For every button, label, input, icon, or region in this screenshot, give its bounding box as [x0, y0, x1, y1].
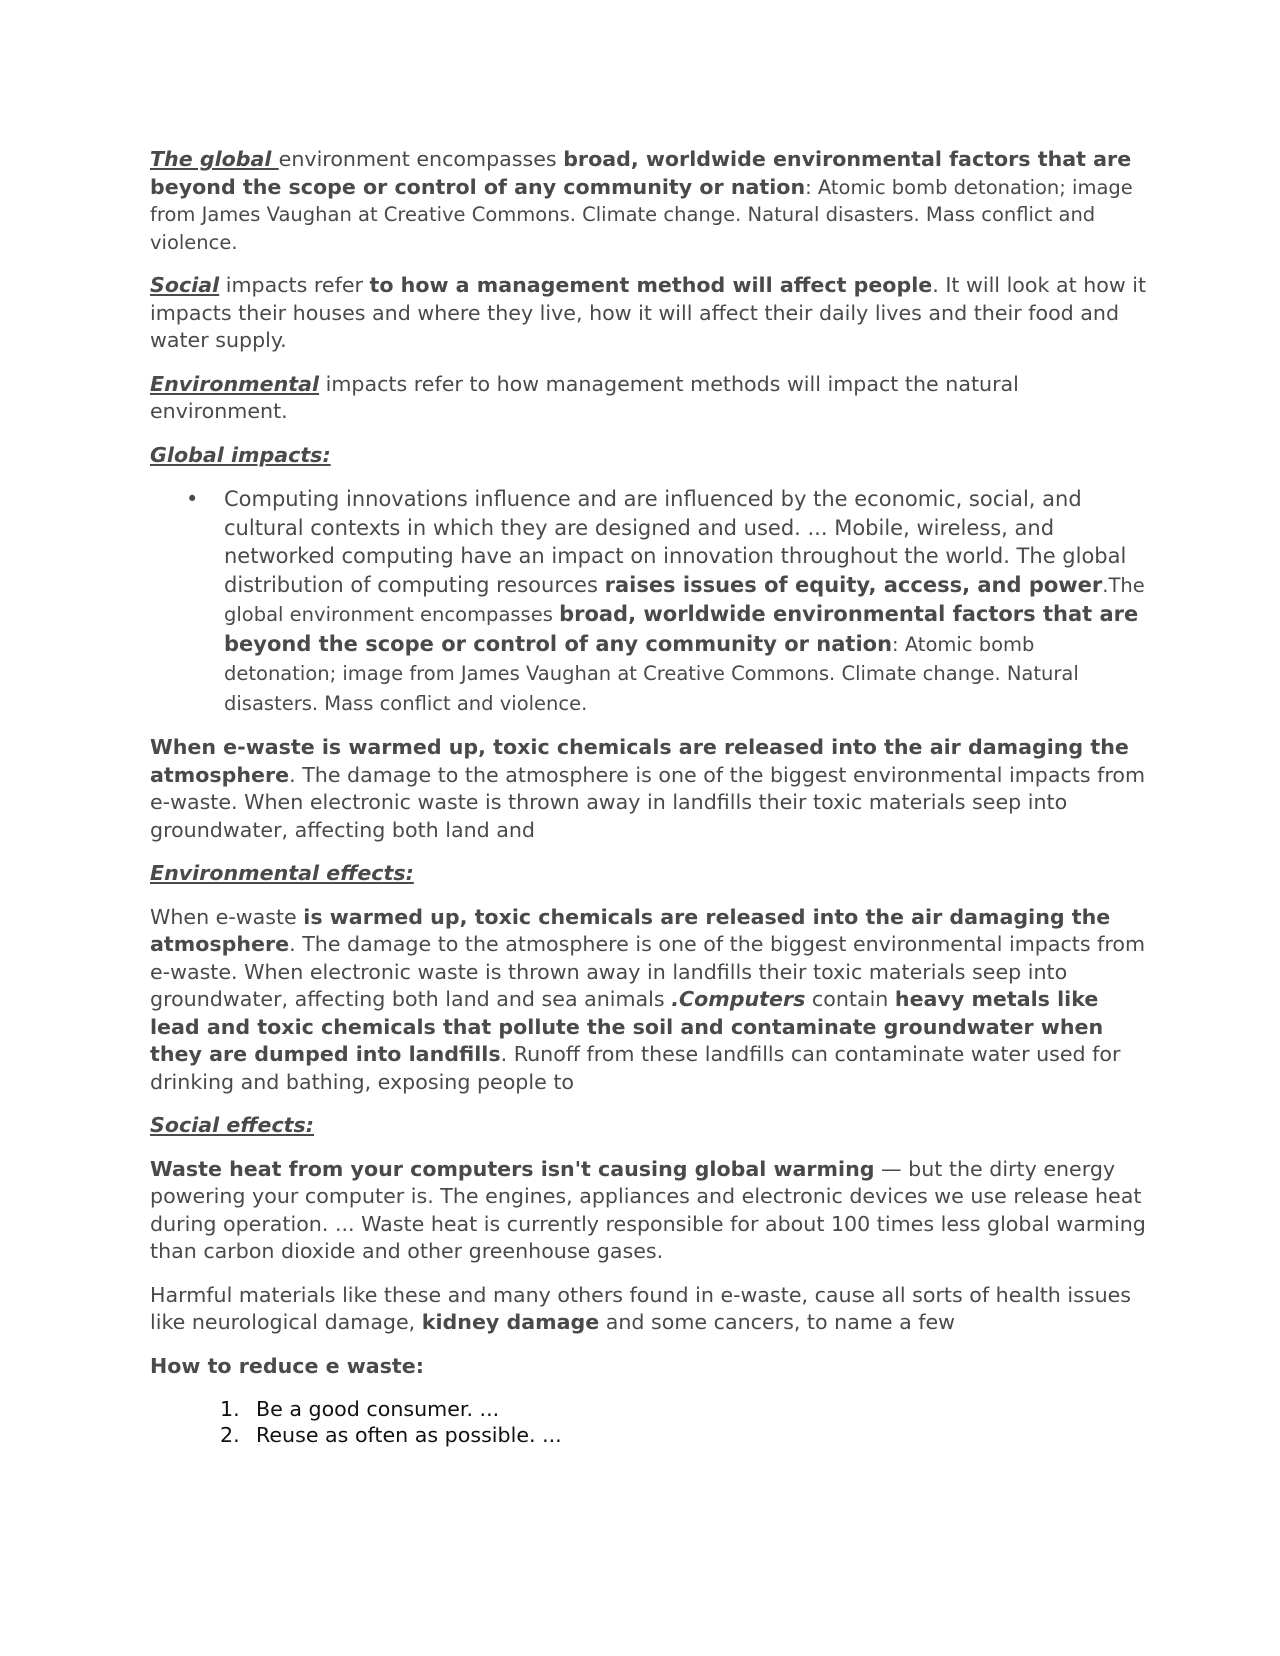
- text-run: Computing innovations influence and are influenced by the economic, social, and cultural contexts in which they are designed and used. ... Mobile, wireless, and networked computing have an impact on innovation throughout the world. The global distribution of computing resources: [224, 487, 1127, 597]
- text-run: When e-waste: [150, 904, 304, 929]
- heading-text: Environmental effects:: [150, 861, 414, 885]
- paragraph-ewaste: [150, 734, 1150, 844]
- heading-reduce-ewaste: [150, 1353, 1150, 1381]
- bullet-list-global-impacts: [150, 485, 1150, 718]
- paragraph-environmental-impacts: [150, 371, 1150, 426]
- bold-run: is warmed up, toxic chemicals are released into the air damaging the atmosphere: [150, 904, 1111, 956]
- text-run: impacts refer to how management methods will impact the natural environment.: [150, 371, 1019, 423]
- bold-run: Waste heat from your computers isn't causing global warming: [150, 1156, 875, 1181]
- text-run: environment encompasses: [278, 147, 564, 171]
- paragraph-social-effects: [150, 1156, 1150, 1266]
- list-item: [224, 485, 1150, 718]
- text-run: . It will look at how it impacts their houses and where they live, how it will affect their daily lives and their food and water supply.: [150, 273, 1147, 352]
- heading-environmental-effects: [150, 860, 1150, 888]
- bold-run: kidney damage: [421, 1310, 600, 1334]
- list-item-text: Reuse as often as possible. ...: [256, 1423, 562, 1447]
- paragraph-environmental-effects: [150, 904, 1150, 1097]
- text-run: — but the dirty energy powering your computer is. The engines, appliances and electronic devices we use release heat during operation. ... Waste heat is currently responsible for about 100 times less global warming than carbon dioxide and other greenhouse gases.: [150, 1156, 1146, 1263]
- heading-text: Global impacts:: [150, 442, 331, 467]
- text-run: : Atomic bomb detonation; image from James Vaughan at Creative Commons. Climate change. Natural disasters. Mass conflict and violence.: [224, 632, 1079, 715]
- text-run: : Atomic bomb detonation; image from James Vaughan at Creative Commons. Climate change. Natural disasters. Mass conflict and violence.: [150, 175, 1133, 254]
- text-run: and some cancers, to name a few: [599, 1310, 956, 1334]
- list-item-text: Be a good consumer. ...: [256, 1397, 500, 1421]
- term-environmental: Environmental: [150, 371, 320, 396]
- text-run: Harmful materials like these and many others found in e-waste, cause all sorts of health issues like neurological damage,: [150, 1282, 1132, 1334]
- term-the-global: The global: [150, 147, 279, 171]
- bold-run: broad, worldwide environmental factors that are beyond the scope or control of any community or nation: [224, 602, 1139, 656]
- bold-run: When e-waste is warmed up, toxic chemicals are released into the air damaging the atmosphere: [150, 735, 1129, 787]
- text-run: . The damage to the atmosphere is one of the biggest environmental impacts from e-waste. When electronic waste is thrown away in landfills their toxic materials seep into groundwater, affecting both land and: [150, 762, 1146, 842]
- bold-run: raises issues of equity, access, and power: [604, 572, 1103, 597]
- bold-run: to how a management method will affect people: [369, 273, 933, 297]
- bold-run: broad, worldwide environmental factors that are beyond the scope or control of any community or nation: [150, 147, 1132, 199]
- term-social: Social: [150, 273, 220, 297]
- paragraph-social-impacts: [150, 272, 1150, 355]
- text-run: contain: [805, 987, 895, 1011]
- paragraph-harmful-materials: [150, 1282, 1150, 1337]
- list-item: [220, 1396, 1150, 1422]
- text-run: impacts refer: [219, 273, 370, 297]
- text-run: . The damage to the atmosphere is one of the biggest environmental impacts from e-waste. When electronic waste is thrown away in landfills their toxic materials seep into groundwater, affecting both land and sea animals: [150, 932, 1146, 1011]
- heading-global-impacts: [150, 442, 1150, 470]
- paragraph-global-environment: [150, 146, 1150, 256]
- bold-italic-run: .Computers: [671, 987, 806, 1011]
- heading-social-effects: [150, 1112, 1150, 1140]
- list-number: 2.: [220, 1423, 240, 1447]
- text-run: . Runoff from these landfills can contaminate water used for drinking and bathing, exposing people to: [150, 1042, 1121, 1094]
- heading-text: Social effects:: [150, 1113, 314, 1137]
- bold-run: heavy metals like lead and toxic chemicals that pollute the soil and contaminate groundwater when they are dumped into landfills: [150, 987, 1104, 1066]
- heading-text: How to reduce e waste:: [150, 1353, 424, 1378]
- list-number: 1.: [220, 1397, 240, 1421]
- list-item: [220, 1422, 1150, 1448]
- numbered-list-reduce: [150, 1396, 1150, 1448]
- text-run: .The global environment encompasses: [224, 573, 1145, 626]
